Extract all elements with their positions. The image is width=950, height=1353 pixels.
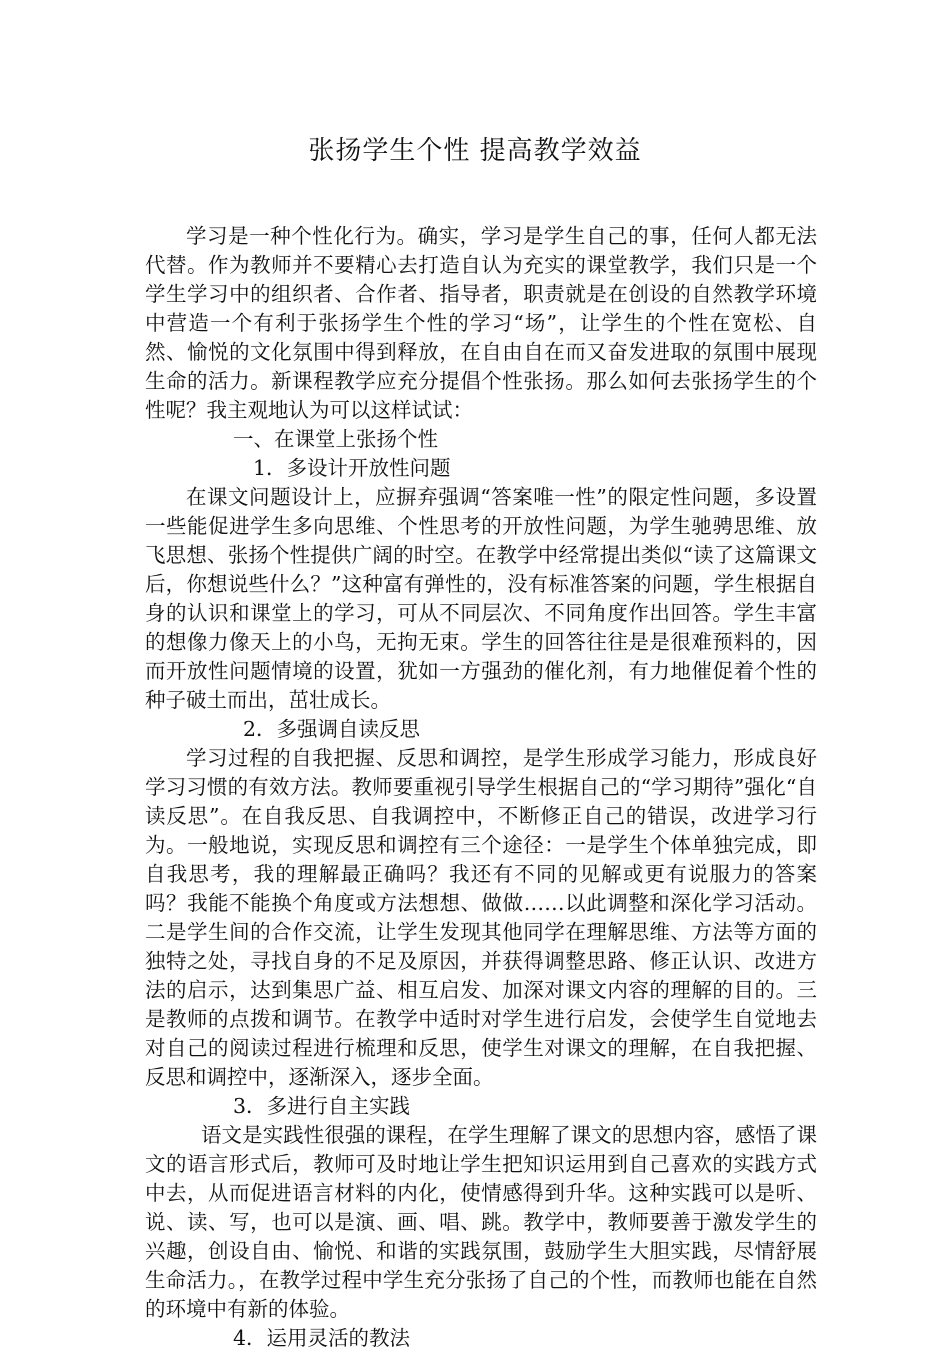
subheading-flexible-methods: 4．运用灵活的教法 bbox=[233, 1326, 411, 1350]
document-body bbox=[145, 222, 817, 1353]
intro-paragraph: 学习是一种个性化行为。确实，学习是学生自己的事，任何人都无法代替。作为教师并不要精心去打造自认为充实的课堂教学，我们只是一个学生学习中的组织者、合作者、指导者，职责就是在创设的自然教学环境中营造一个有利于张扬学生个性的学习“场”，让学生的个性在宽松、自然、愉悦的文化氛围中得到释放，在自由自在而又奋发进取的氛围中展现生命的活力。新课程教学应充分提倡个性张扬。那么如何去张扬学生的个性呢？我主观地认为可以这样试试： bbox=[145, 224, 817, 422]
paragraph-open-questions: 在课文问题设计上，应摒弃强调“答案唯一性”的限定性问题，多设置一些能促进学生多向思维、个性思考的开放性问题，为学生驰骋思维、放飞思想、张扬个性提供广阔的时空。在教学中经常提出类似“读了这篇课文后，你想说些什么？”这种富有弹性的，没有标准答案的问题，学生根据自身的认识和课堂上的学习，可从不同层次、不同角度作出回答。学生丰富的想像力像天上的小鸟，无拘无束。学生的回答往往是是很难预料的，因而开放性问题情境的设置，犹如一方强劲的催化剂，有力地催促着个性的种子破土而出，茁壮成长。 bbox=[145, 485, 817, 712]
subheading-open-questions: 1．多设计开放性问题 bbox=[253, 456, 451, 480]
paragraph-practice: 语文是实践性很强的课程，在学生理解了课文的思想内容，感悟了课文的语言形式后，教师可及时地让学生把知识运用到自己喜欢的实践方式中去，从而促进语言材料的内化，使情感得到升华。这种实践可以是听、说、读、写，也可以是演、画、唱、跳。教学中，教师要善于激发学生的兴趣，创设自由、愉悦、和谐的实践氛围，鼓励学生大胆实践，尽情舒展生命活力。，在教学过程中学生充分张扬了自己的个性，而教师也能在自然的环境中有新的体验。 bbox=[145, 1123, 817, 1321]
subheading-self-reflection: 2．多强调自读反思 bbox=[243, 717, 421, 741]
page-title: 张扬学生个性 提高教学效益 bbox=[308, 136, 642, 166]
subheading-practice: 3．多进行自主实践 bbox=[233, 1094, 411, 1118]
section-heading: 一、在课堂上张扬个性 bbox=[233, 427, 438, 451]
paragraph-self-reflection: 学习过程的自我把握、反思和调控，是学生形成学习能力，形成良好学习习惯的有效方法。教师要重视引导学生根据自己的“学习期待”强化“自读反思”。在自我反思、自我调控中，不断修正自己的错误，改进学习行为。一般地说，实现反思和调控有三个途径：一是学生个体单独完成，即自我思考，我的理解最正确吗？我还有不同的见解或更有说服力的答案吗？我能不能换个角度或方法想想、做做……以此调整和深化学习活动。二是学生间的合作交流，让学生发现其他同学在理解思维、方法等方面的独特之处，寻找自身的不足及原因，并获得调整思路、修正认识、改进方法的启示，达到集思广益、相互启发、加深对课文内容的理解的目的。三是教师的点拨和调节。在教学中适时对学生进行启发，会使学生自觉地去对自己的阅读过程进行梳理和反思，使学生对课文的理解，在自我把握、反思和调控中，逐渐深入，逐步全面。 bbox=[145, 746, 817, 1089]
